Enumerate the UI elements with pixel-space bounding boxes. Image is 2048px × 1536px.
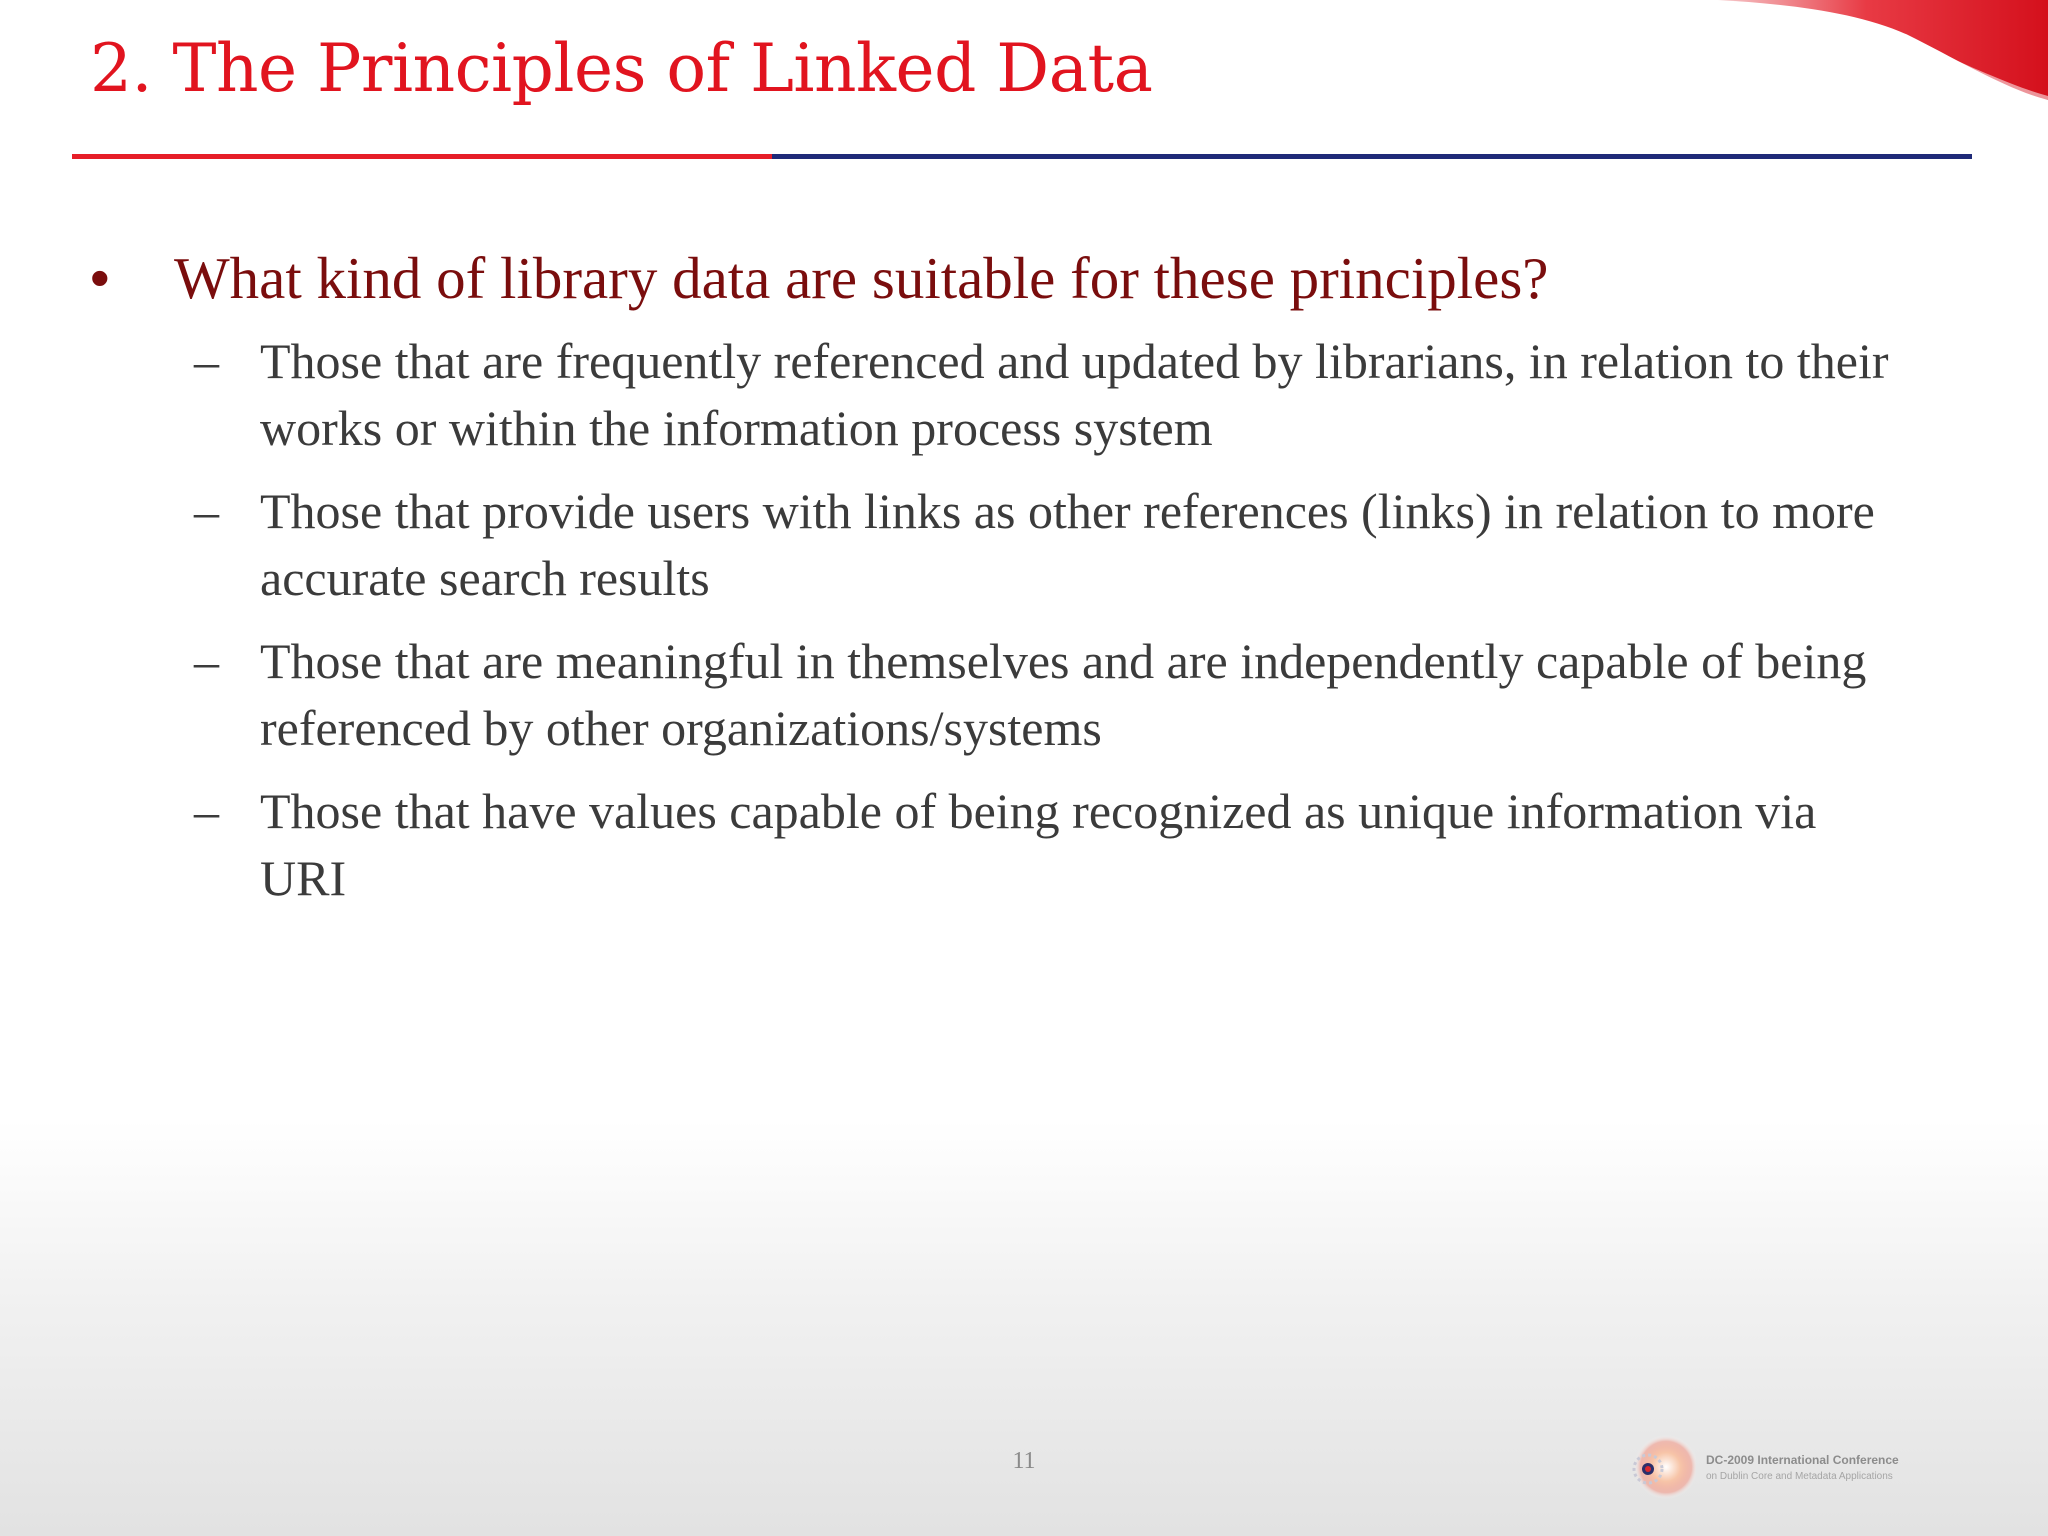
sub-bullet-item: [90, 778, 1900, 912]
slide-title: 2. The Principles of Linked Data: [90, 30, 1153, 107]
sub-bullet-text: Those that are frequently referenced and updated by librarians, in relation to their works or within the information process system: [260, 333, 1889, 456]
bullet-marker: •: [90, 246, 110, 309]
main-bullet-text: What kind of library data are suitable for these principles?: [174, 245, 1549, 311]
dash-marker: –: [194, 333, 219, 389]
dash-marker: –: [194, 483, 219, 539]
logo-line-2: on Dublin Core and Metadata Applications: [1706, 1470, 1893, 1482]
title-rule-blue: [772, 154, 1972, 159]
conference-emblem-icon: [1626, 1432, 1696, 1502]
logo-line-1: DC-2009 International Conference: [1706, 1452, 1899, 1467]
slide-content: [90, 238, 2020, 928]
sub-bullet-list: [90, 328, 2020, 912]
dash-marker: –: [194, 633, 219, 689]
sub-bullet-item: [90, 628, 1900, 762]
sub-bullet-item: [90, 328, 1900, 462]
dash-marker: –: [194, 783, 219, 839]
sub-bullet-text: Those that provide users with links as other references (links) in relation to more accurate search results: [260, 483, 1875, 606]
conference-logo: [1626, 1432, 2006, 1502]
sub-bullet-text: Those that have values capable of being recognized as unique information via URI: [260, 783, 1817, 906]
sub-bullet-text: Those that are meaningful in themselves and are independently capable of being referenced by other organizations/systems: [260, 633, 1867, 756]
sub-bullet-item: [90, 478, 1900, 612]
title-rule-red: [72, 154, 772, 159]
conference-logo-text: [1706, 1453, 1899, 1482]
corner-swoosh-decoration: [1708, 0, 2048, 110]
main-bullet: [90, 238, 2020, 328]
page-number: 11: [1012, 1448, 1036, 1474]
